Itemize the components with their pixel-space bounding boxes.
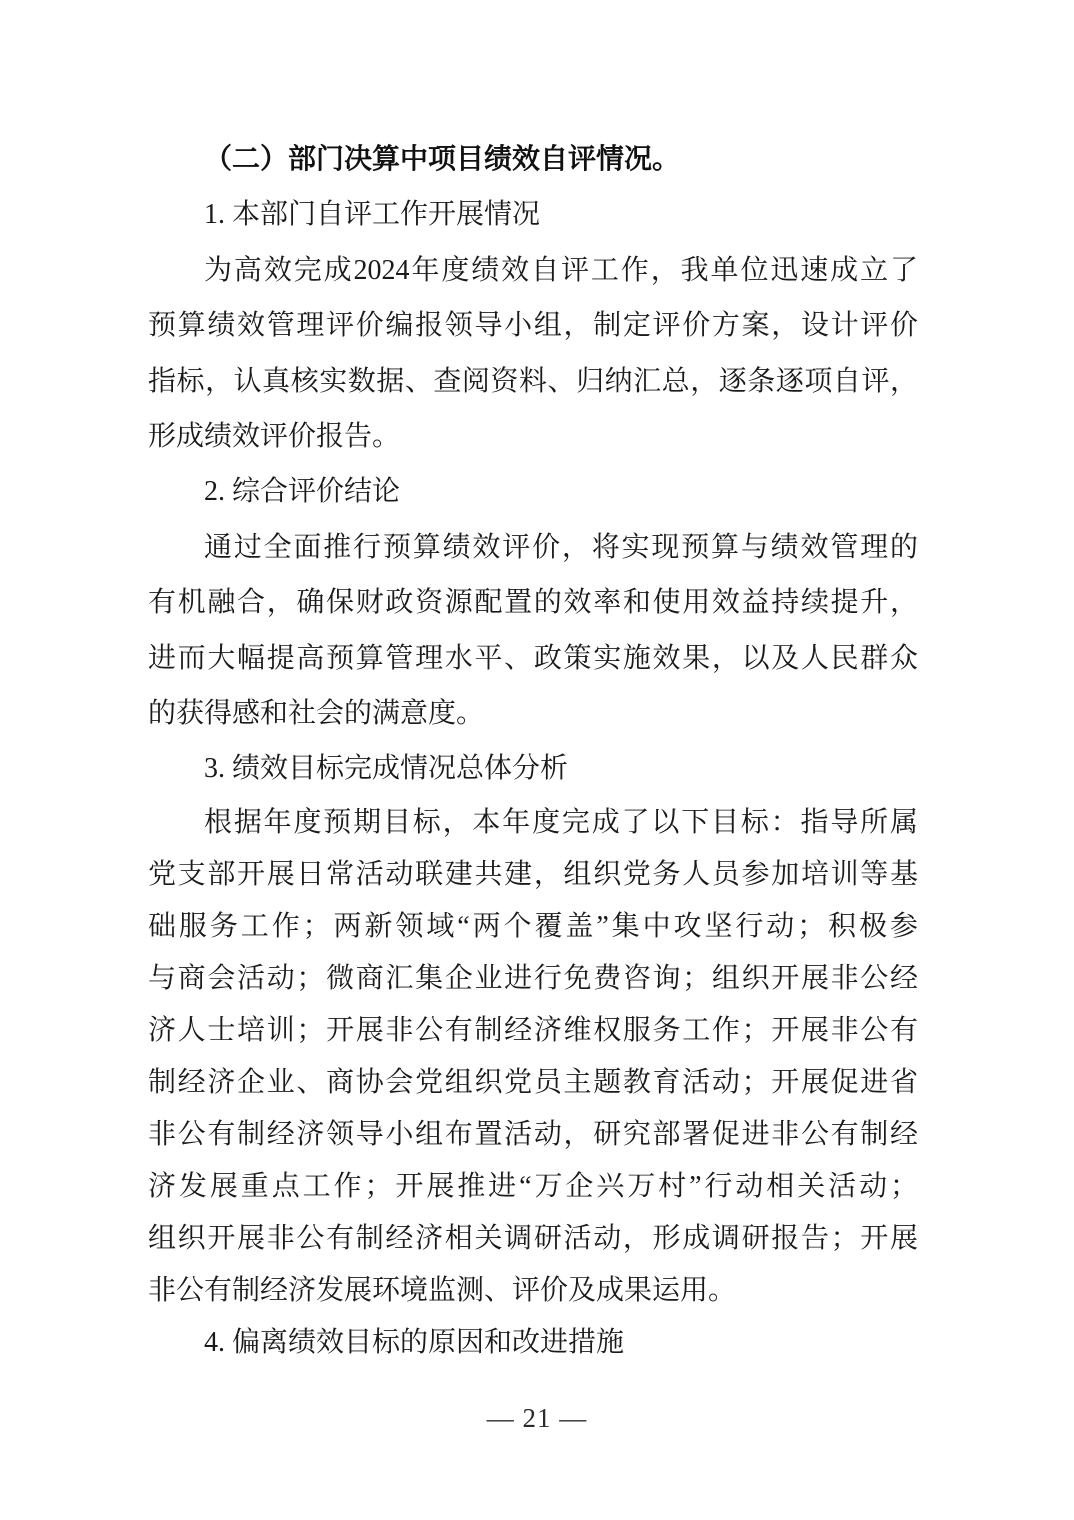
subsection-2-heading: 2. 综合评价结论 — [204, 476, 401, 508]
paragraph-3-line: 济发展重点工作；开展推进“万企兴万村”行动相关活动； — [148, 1170, 918, 1202]
paragraph-3-line: 组织开展非公有制经济相关调研活动，形成调研报告；开展 — [148, 1222, 918, 1254]
paragraph-3-line: 础服务工作；两新领域“两个覆盖”集中攻坚行动；积极参 — [148, 910, 918, 942]
paragraph-3-line: 非公有制经济领导小组布置活动，研究部署促进非公有制经 — [148, 1118, 918, 1150]
paragraph-2-line: 进而大幅提高预算管理水平、政策实施效果，以及人民群众 — [148, 642, 918, 674]
paragraph-3-line: 制经济企业、商协会党组织党员主题教育活动；开展促进省 — [148, 1066, 918, 1098]
paragraph-1-line: 指标，认真核实数据、查阅资料、归纳汇总，逐条逐项自评， — [148, 365, 918, 397]
page-number: — 21 — — [486, 1403, 588, 1433]
paragraph-2-line: 有机融合，确保财政资源配置的效率和使用效益持续提升， — [148, 587, 918, 619]
paragraph-2-line: 的获得感和社会的满意度。 — [148, 697, 485, 729]
paragraph-1-line: 为高效完成2024年度绩效自评工作，我单位迅速成立了 — [204, 254, 918, 286]
paragraph-1-line: 预算绩效管理评价编报领导小组，制定评价方案，设计评价 — [148, 310, 918, 342]
paragraph-3-line: 与商会活动；微商汇集企业进行免费咨询；组织开展非公经 — [148, 962, 918, 994]
paragraph-3-line: 济人士培训；开展非公有制经济维权服务工作；开展非公有 — [148, 1014, 918, 1046]
document-body — [148, 132, 918, 1369]
paragraph-3-line: 根据年度预期目标，本年度完成了以下目标：指导所属 — [204, 806, 918, 838]
subsection-1-heading: 1. 本部门自评工作开展情况 — [204, 199, 541, 231]
page-footer — [0, 1398, 1074, 1438]
subsection-3-heading: 3. 绩效目标完成情况总体分析 — [204, 753, 569, 785]
paragraph-2-line: 通过全面推行预算绩效评价，将实现预算与绩效管理的 — [204, 531, 918, 563]
paragraph-3-line: 非公有制经济发展环境监测、评价及成果运用。 — [148, 1274, 737, 1306]
paragraph-3-line: 党支部开展日常活动联建共建，组织党务人员参加培训等基 — [148, 858, 918, 890]
subsection-4-heading: 4. 偏离绩效目标的原因和改进措施 — [204, 1326, 625, 1358]
section-heading: （二）部门决算中项目绩效自评情况。 — [204, 144, 681, 175]
paragraph-1-line: 形成绩效评价报告。 — [148, 420, 401, 452]
